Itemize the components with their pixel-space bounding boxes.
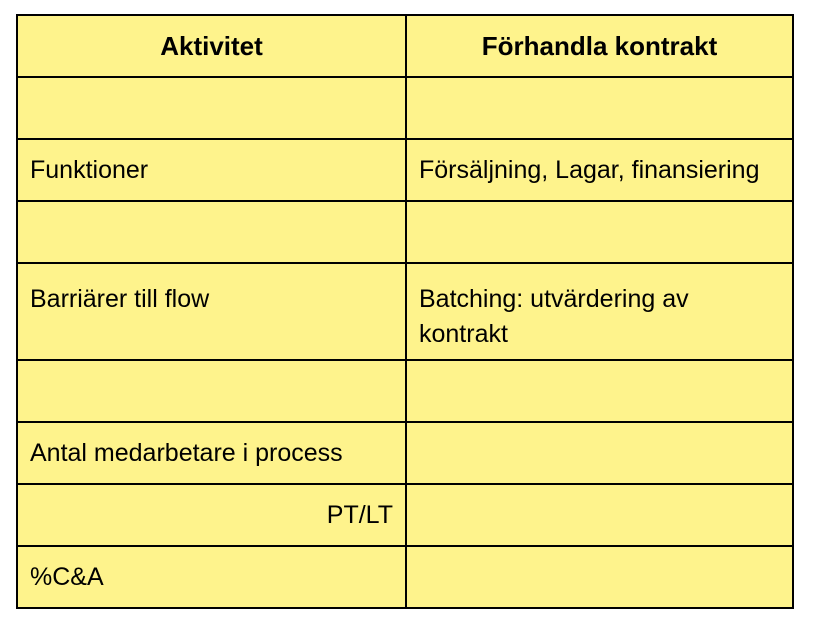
- row-label: [17, 201, 406, 263]
- row-value: [406, 360, 793, 422]
- header-forhandla-kontrakt: Förhandla kontrakt: [406, 15, 793, 77]
- row-label: [17, 360, 406, 422]
- table-row: [17, 360, 793, 422]
- row-value-antal-medarbetare: [406, 422, 793, 484]
- table-header-row: [17, 15, 793, 77]
- row-label-pt-lt: PT/LT: [17, 484, 406, 546]
- table-row: [17, 263, 793, 360]
- table-row: [17, 422, 793, 484]
- row-label-funktioner: Funktioner: [17, 139, 406, 201]
- row-value-funktioner: Försäljning, Lagar, finansiering: [406, 139, 793, 201]
- row-value-ca: [406, 546, 793, 608]
- row-value-pt-lt: [406, 484, 793, 546]
- table-row: [17, 484, 793, 546]
- table-row: [17, 201, 793, 263]
- row-label-antal-medarbetare: Antal medarbetare i process: [17, 422, 406, 484]
- row-label: [17, 77, 406, 139]
- table-row: [17, 139, 793, 201]
- activity-table: [16, 14, 794, 609]
- row-value: [406, 77, 793, 139]
- row-label-ca: %C&A: [17, 546, 406, 608]
- activity-table-container: [16, 14, 794, 609]
- row-value-barriarer: Batching: utvärdering av kontrakt: [406, 263, 793, 360]
- row-label-barriarer: Barriärer till flow: [17, 263, 406, 360]
- table-row: [17, 77, 793, 139]
- table-row: [17, 546, 793, 608]
- header-aktivitet: Aktivitet: [17, 15, 406, 77]
- row-value: [406, 201, 793, 263]
